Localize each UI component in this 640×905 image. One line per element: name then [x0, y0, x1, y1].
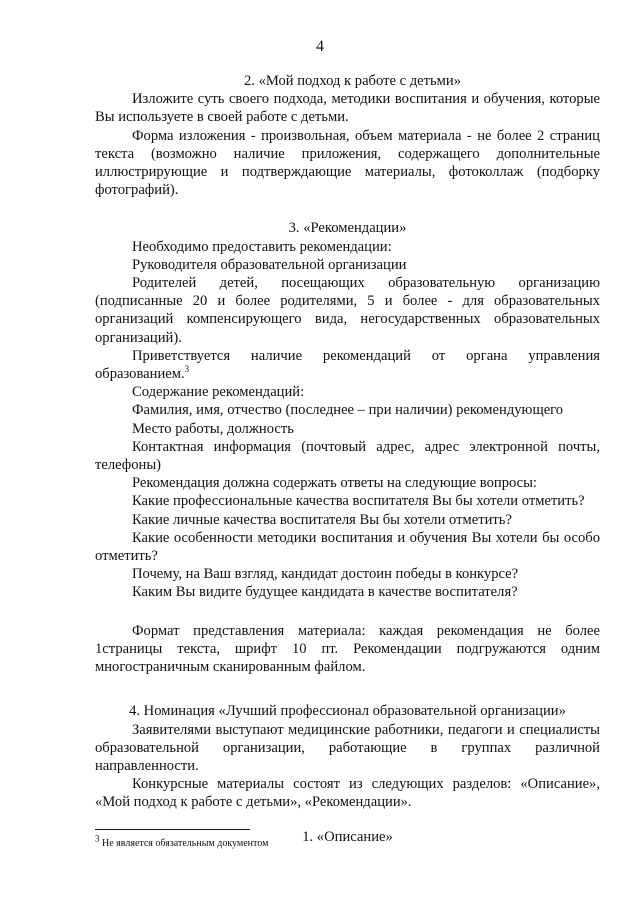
recommendation-content-contacts: Контактная информация (почтовый адрес, адрес электронной почты, телефоны) — [95, 438, 600, 474]
section-3-intro: Необходимо предоставить рекомендации: — [132, 238, 392, 255]
recommendation-questions-label: Рекомендация должна содержать ответы на следующие вопросы: — [132, 475, 537, 492]
footnote-divider — [95, 829, 250, 830]
recommendation-education-authority-text: Приветствуется наличие рекомендаций от органа управления образованием. — [95, 347, 600, 383]
section-3-heading: 3. «Рекомендации» — [288, 220, 407, 237]
recommendation-content-label: Содержание рекомендаций: — [132, 384, 305, 401]
footnote-text: Не является обязательным документом — [102, 838, 269, 849]
section-4-heading: 4. Номинация «Лучший профессионал образовательной организации» — [129, 703, 566, 720]
subsection-1-heading: 1. «Описание» — [302, 828, 393, 845]
section-4-paragraph-2: Конкурсные материалы состоят из следующих разделов: «Описание», «Мой подход к работе с детьми», «Рекомендации». — [95, 776, 600, 811]
section-2-heading: 2. «Мой подход к работе с детьми» — [243, 73, 461, 89]
question-2: Какие личные качества воспитателя Вы бы хотели отметить? — [132, 511, 512, 528]
recommendation-education-authority — [95, 347, 600, 383]
page-content — [95, 72, 600, 846]
footnote-marker: 3 — [95, 833, 100, 844]
question-1: Какие профессиональные качества воспитателя Вы бы хотели отметить? — [132, 493, 585, 510]
question-4: Почему, на Ваш взгляд, кандидат достоин победы в конкурсе? — [132, 566, 519, 583]
page-number: 4 — [316, 38, 324, 55]
recommendation-content-workplace: Место работы, должность — [132, 420, 294, 437]
recommendation-format: Формат представления материала: каждая рекомендация не более 1страницы текста, шрифт 10 пт. Рекомендации подгружаются одним многостраничным сканированным файлом. — [95, 622, 600, 676]
question-3: Какие особенности методики воспитания и обучения Вы хотели бы особо отметить? — [95, 529, 600, 565]
footnote-reference: 3 — [184, 364, 190, 375]
question-5: Каким Вы видите будущее кандидата в качестве воспитателя? — [132, 584, 518, 601]
recommendation-parents: Родителей детей, посещающих образовательную организацию (подписанные 20 и более родителями, 5 и более - для образовательных организаций компенсирующего вида, негосударственных образовательных организаций). — [95, 275, 600, 346]
section-2-paragraph-2: Форма изложения - произвольная, объем материала - не более 2 страниц текста (возможно наличие приложения, содержащего дополнительные иллюстрирующие и подтверждающие материалы, фотоколлаж (подборку фотографий). — [95, 127, 600, 199]
section-4-paragraph-1: Заявителями выступают медицинские работники, педагоги и специалисты образовательной организации, работающие в группах различной направленности. — [95, 721, 600, 774]
footnote — [95, 833, 269, 850]
recommendation-head-of-organization: Руководителя образовательной организации — [132, 256, 407, 273]
recommendation-content-name: Фамилия, имя, отчество (последнее – при наличии) рекомендующего — [132, 402, 564, 419]
section-2-paragraph-1: Изложите суть своего подхода, методики воспитания и обучения, которые Вы используете в своей работе с детьми. — [95, 91, 600, 126]
